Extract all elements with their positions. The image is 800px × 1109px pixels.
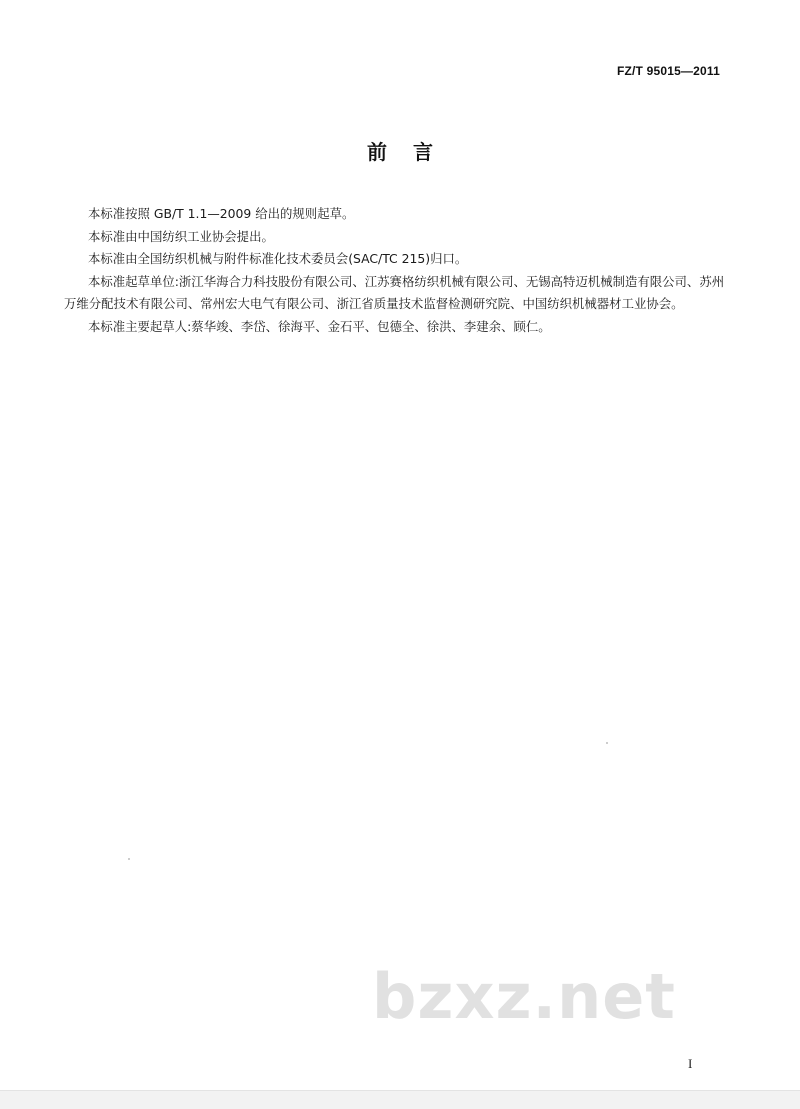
- foreword-body: [64, 203, 728, 338]
- paragraph-committee: 本标准由全国纺织机械与附件标准化技术委员会(SAC/TC 215)归口。: [88, 251, 468, 266]
- page-title: [0, 136, 800, 165]
- paragraph-drafters: 本标准主要起草人:蔡华竣、李岱、徐海平、金石平、包德全、徐洪、李建余、顾仁。: [88, 318, 551, 334]
- page-bottom-edge: [0, 1090, 800, 1109]
- paragraph-proposer: 本标准由中国纺织工业协会提出。: [88, 228, 274, 244]
- page-number: I: [688, 1056, 693, 1071]
- paragraph-drafting-rules: 本标准按照 GB/T 1.1—2009 给出的规则起草。: [88, 206, 355, 221]
- paragraph-drafting-units: 本标准起草单位:浙江华海合力科技股份有限公司、江苏赛格纺织机械有限公司、无锡高特迈机械制造有限公司、苏州万维分配技术有限公司、常州宏大电气有限公司、浙江省质量技术监督检测研究院、中国纺织机械器材工业协会。: [64, 273, 725, 311]
- standard-code: FZ/T 95015—2011: [616, 64, 720, 78]
- scan-speck: [128, 858, 130, 860]
- page-title-char-2: 言: [413, 140, 433, 164]
- scan-speck: [606, 742, 608, 744]
- page-title-char-1: 前: [367, 140, 387, 164]
- watermark: bzxz.net: [372, 960, 676, 1033]
